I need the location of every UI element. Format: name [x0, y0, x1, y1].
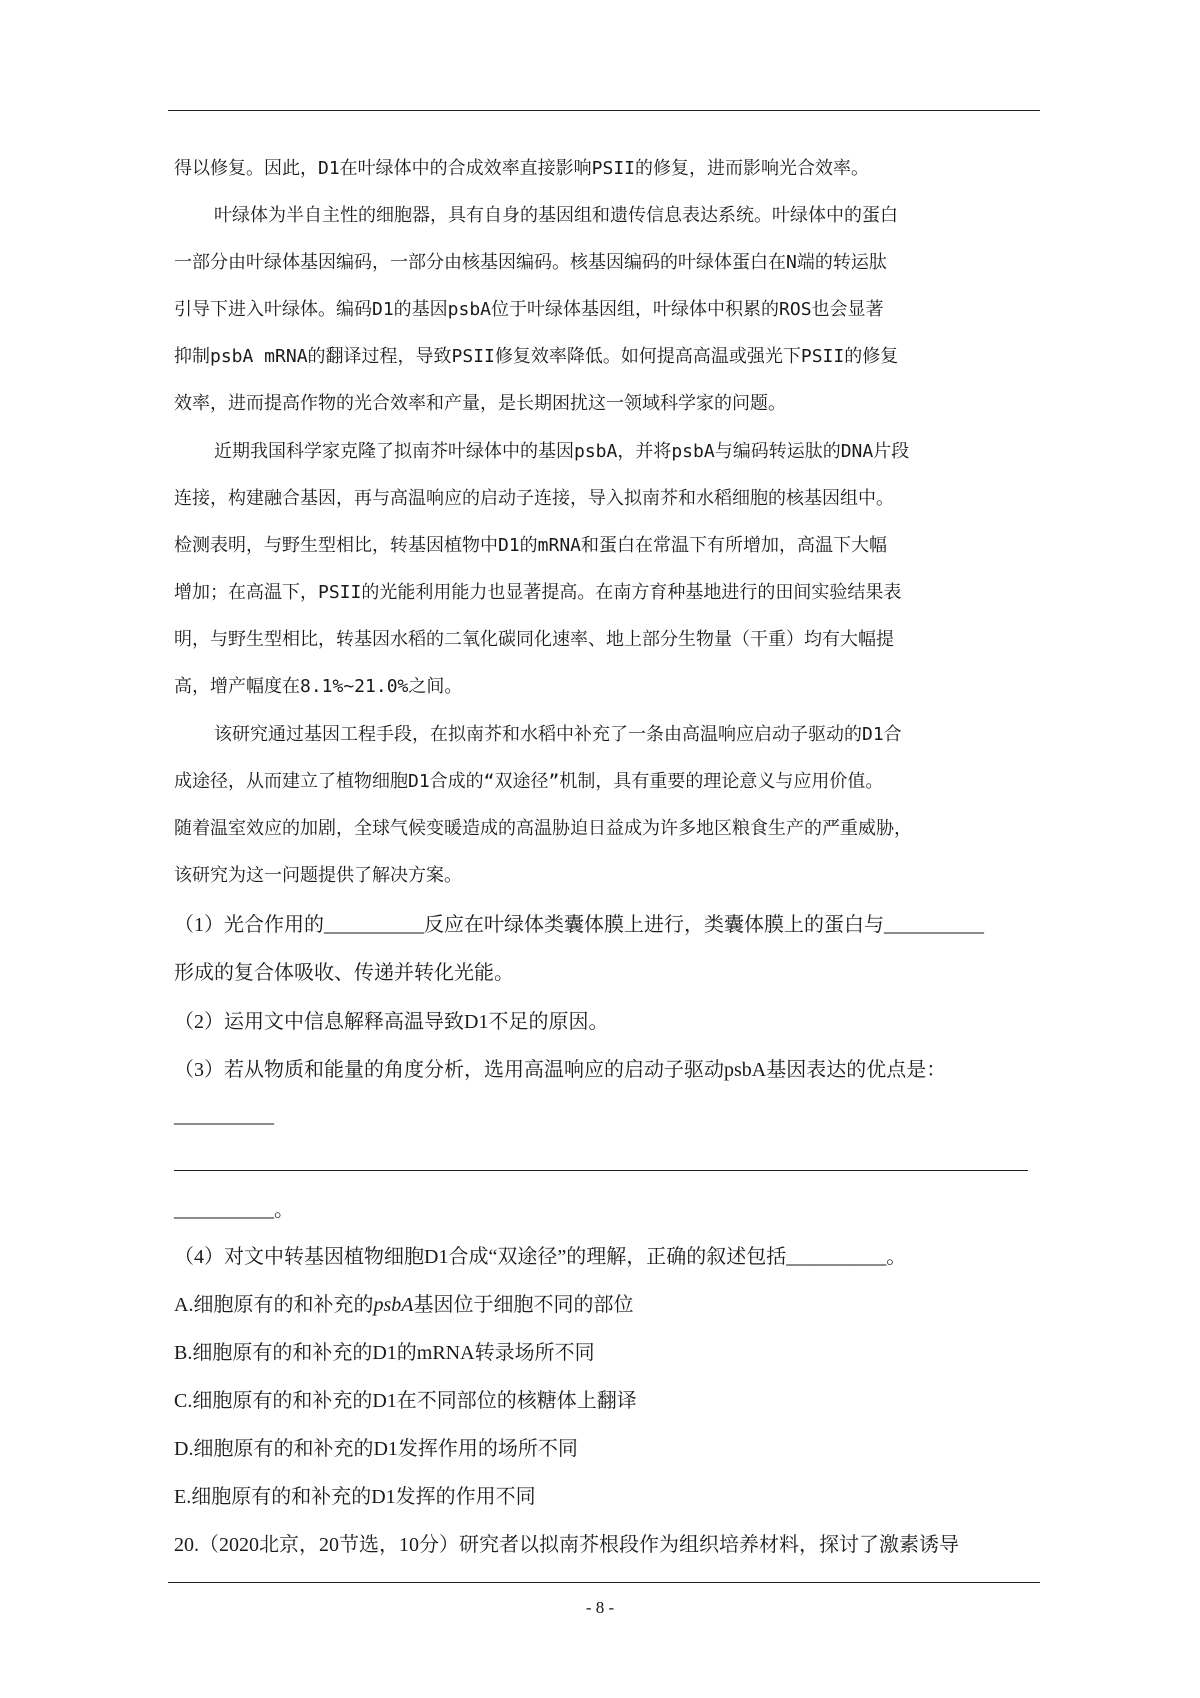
answer-blank: __________ [174, 1105, 274, 1127]
paragraph-line: 该研究通过基因工程手段，在拟南芥和水稻中补充了一条由高温响应启动子驱动的D1合 [214, 724, 902, 745]
question-1-line-2: 形成的复合体吸收、传递并转化光能。 [174, 962, 514, 984]
question-2: （2）运用文中信息解释高温导致D1不足的原因。 [174, 1011, 609, 1033]
paragraph-line: 随着温室效应的加剧，全球气候变暖造成的高温胁迫日益成为许多地区粮食生产的严重威胁， [174, 818, 912, 839]
paragraph-line: 明，与野生型相比，转基因水稻的二氧化碳同化速率、地上部分生物量（干重）均有大幅提 [174, 629, 894, 650]
question-20: 20.（2020北京，20节选，10分）研究者以拟南芥根段作为组织培养材料，探讨了激素诱导 [174, 1534, 959, 1556]
gene-name: psbA [373, 1294, 414, 1316]
paragraph-line: 抑制psbA mRNA的翻译过程，导致PSII修复效率降低。如何提高高温或强光下PSII的修复 [174, 346, 899, 367]
option-c: C.细胞原有的和补充的D1在不同部位的核糖体上翻译 [174, 1390, 637, 1412]
paragraph-line: 该研究为这一问题提供了解决方案。 [174, 865, 462, 886]
option-a-text: A.细胞原有的和补充的 [174, 1294, 374, 1316]
option-e: E.细胞原有的和补充的D1发挥的作用不同 [174, 1486, 536, 1508]
paragraph-line: 高，增产幅度在8.1%~21.0%之间。 [174, 676, 463, 697]
option-b: B.细胞原有的和补充的D1的mRNA转录场所不同 [174, 1342, 595, 1364]
option-d: D.细胞原有的和补充的D1发挥作用的场所不同 [174, 1438, 578, 1460]
paragraph-line: 得以修复。因此，D1在叶绿体中的合成效率直接影响PSII的修复，进而影响光合效率。 [174, 158, 870, 179]
question-4: （4）对文中转基因植物细胞D1合成“双途径”的理解，正确的叙述包括__________。 [174, 1246, 907, 1268]
paragraph-line: 效率，进而提高作物的光合效率和产量，是长期困扰这一领域科学家的问题。 [174, 393, 786, 414]
paragraph-line: 一部分由叶绿体基因编码，一部分由核基因编码。核基因编码的叶绿体蛋白在N端的转运肽 [174, 252, 887, 273]
page-number: - 8 - [585, 1598, 615, 1617]
option-a [174, 1293, 1040, 1317]
question-3: （3）若从物质和能量的角度分析，选用高温响应的启动子驱动psbA基因表达的优点是： [174, 1059, 947, 1081]
footer-rule [168, 1582, 1040, 1583]
paragraph-line: 连接，构建融合基因，再与高温响应的启动子连接，导入拟南芥和水稻细胞的核基因组中。 [174, 488, 894, 509]
option-a-text: 基因位于细胞不同的部位 [413, 1294, 634, 1316]
paragraph-line: 叶绿体为半自主性的细胞器，具有自身的基因组和遗传信息表达系统。叶绿体中的蛋白 [214, 205, 898, 226]
answer-blank-line [174, 1170, 1028, 1171]
paragraph-line: 成途径，从而建立了植物细胞D1合成的“双途径”机制，具有重要的理论意义与应用价值。 [174, 771, 884, 792]
paragraph-line: 检测表明，与野生型相比，转基因植物中D1的mRNA和蛋白在常温下有所增加，高温下大幅 [174, 535, 888, 556]
header-rule [168, 110, 1040, 111]
paragraph-line: 增加；在高温下，PSII的光能利用能力也显著提高。在南方育种基地进行的田间实验结果表 [174, 582, 902, 603]
paragraph-line: 引导下进入叶绿体。编码D1的基因psbA位于叶绿体基因组，叶绿体中积累的ROS也会显著 [174, 299, 884, 320]
answer-blank: __________。 [174, 1199, 294, 1221]
question-1-line-1: （1）光合作用的__________反应在叶绿体类囊体膜上进行，类囊体膜上的蛋白与__________ [174, 914, 984, 936]
paragraph-line: 近期我国科学家克隆了拟南芥叶绿体中的基因psbA，并将psbA与编码转运肽的DNA片段 [214, 441, 910, 462]
